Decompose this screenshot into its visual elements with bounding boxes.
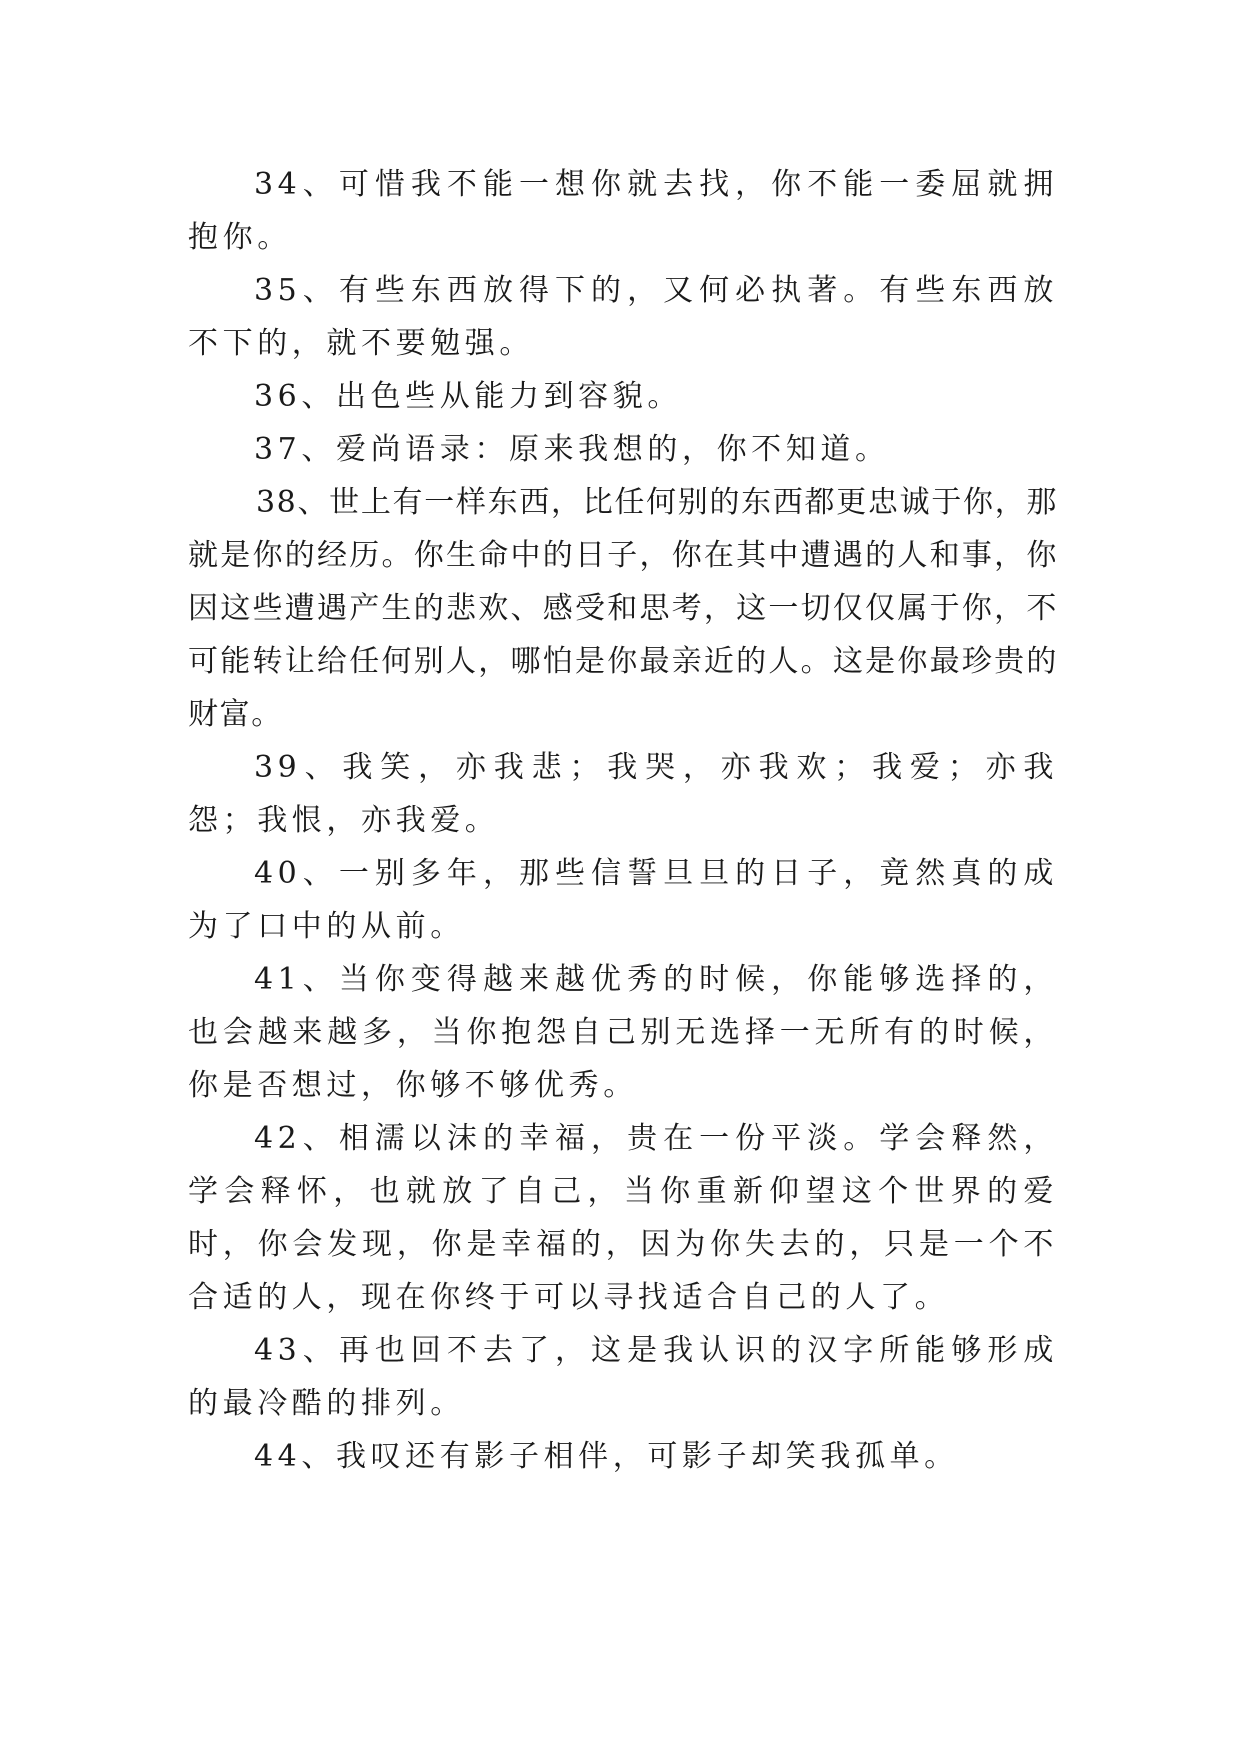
document-body xyxy=(188,158,1058,1483)
paragraph-39: 39、我笑，亦我悲；我哭，亦我欢；我爱；亦我怨；我恨，亦我爱。 xyxy=(188,750,1058,838)
paragraph-43: 43、再也回不去了，这是我认识的汉字所能够形成的最冷酷的排列。 xyxy=(188,1333,1058,1421)
paragraph-41: 41、当你变得越来越优秀的时候，你能够选择的，也会越来越多，当你抱怨自己别无选择一无所有的时候，你是否想过，你够不够优秀。 xyxy=(188,962,1058,1103)
paragraph-37: 37、爱尚语录：原来我想的，你不知道。 xyxy=(254,432,890,467)
paragraph-38: 38、世上有一样东西，比任何别的东西都更忠诚于你，那就是你的经历。你生命中的日子，你在其中遭遇的人和事，你因这些遭遇产生的悲欢、感受和思考，这一切仅仅属于你，不可能转让给任何别人，哪怕是你最亲近的人。这是你最珍贵的财富。 xyxy=(188,485,1058,732)
paragraph-35: 35、有些东西放得下的，又何必执著。有些东西放不下的，就不要勉强。 xyxy=(188,273,1058,361)
paragraph-34: 34、可惜我不能一想你就去找，你不能一委屈就拥抱你。 xyxy=(188,167,1058,255)
paragraph-40: 40、一别多年，那些信誓旦旦的日子，竟然真的成为了口中的从前。 xyxy=(188,856,1058,944)
paragraph-36: 36、出色些从能力到容貌。 xyxy=(254,379,682,414)
paragraph-42: 42、相濡以沫的幸福，贵在一份平淡。学会释然，学会释怀，也就放了自己，当你重新仰望这个世界的爱时，你会发现，你是幸福的，因为你失去的，只是一个不合适的人，现在你终于可以寻找适合自己的人了。 xyxy=(188,1121,1058,1315)
paragraph-44: 44、我叹还有影子相伴，可影子却笑我孤单。 xyxy=(254,1439,959,1474)
